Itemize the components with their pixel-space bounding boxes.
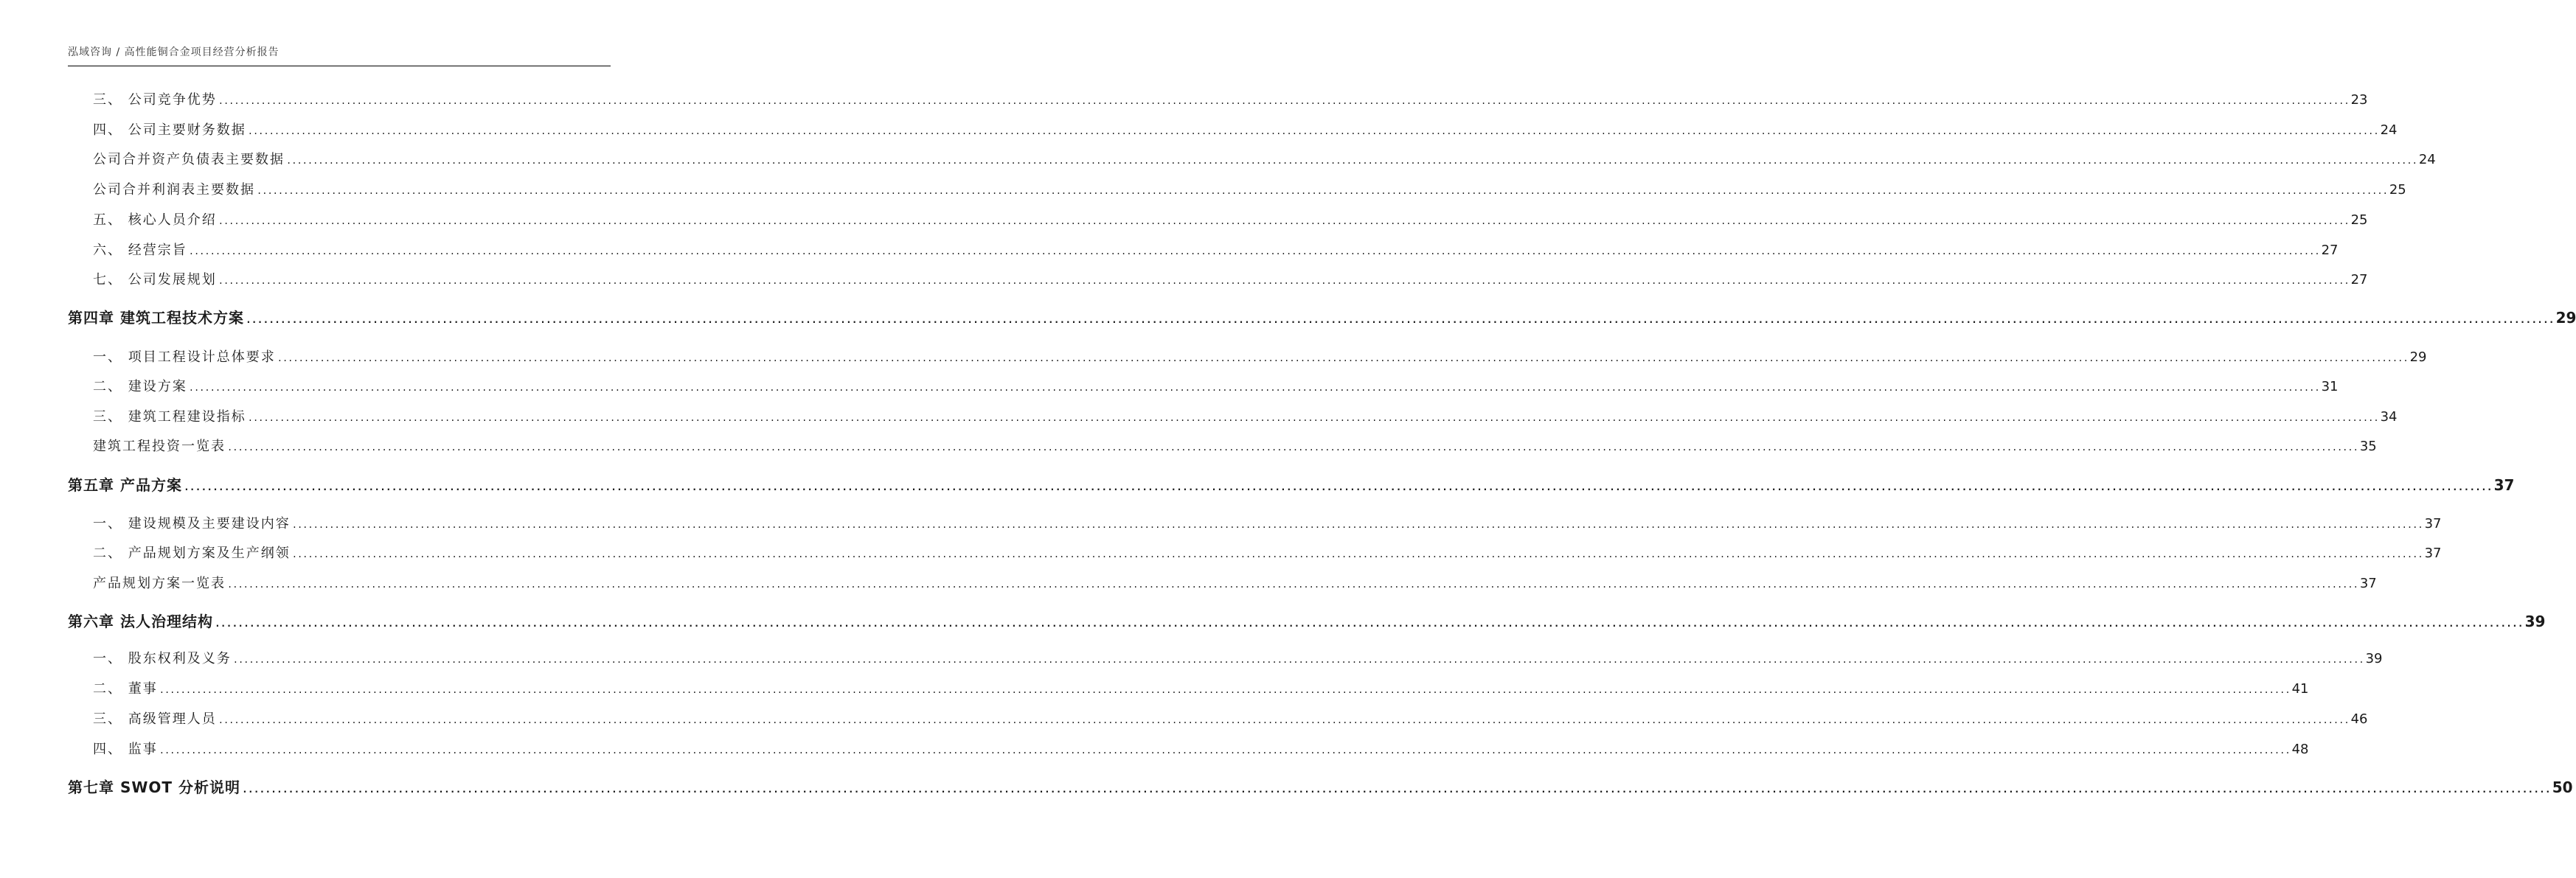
toc-dot-leader: ................................................................................................................................................................................................................................................................................................................................................................................................................: [291, 520, 2423, 530]
toc-section-entry[interactable]: [93, 212, 2368, 229]
toc-dot-leader: ................................................................................................................................................................................................................................................................................................................................................................................................................: [183, 482, 2493, 493]
toc-section-entry[interactable]: [93, 680, 2309, 698]
toc-page-number: 25: [2350, 212, 2368, 228]
toc-section-entry[interactable]: [93, 122, 2398, 139]
toc-chapter-entry[interactable]: [68, 476, 2515, 494]
toc-dot-leader: ................................................................................................................................................................................................................................................................................................................................................................................................................: [227, 579, 2358, 590]
toc-section-entry[interactable]: [93, 650, 2383, 668]
toc-entry-title: 四、 监事: [93, 742, 158, 757]
toc-section-entry[interactable]: [93, 181, 2406, 199]
toc-section-entry[interactable]: [93, 242, 2339, 259]
toc-dot-leader: ................................................................................................................................................................................................................................................................................................................................................................................................................: [257, 186, 2388, 196]
toc-dot-leader: ................................................................................................................................................................................................................................................................................................................................................................................................................: [218, 216, 2350, 226]
toc-page-number: 46: [2350, 711, 2368, 727]
toc-section-entry[interactable]: [93, 378, 2339, 396]
toc-section-entry[interactable]: [93, 711, 2368, 728]
toc-page-number: 27: [2321, 243, 2339, 258]
toc-page-number: 24: [2418, 152, 2436, 167]
toc-entry-title: 第四章 建筑工程技术方案: [68, 309, 244, 327]
toc-chapter-entry[interactable]: [68, 613, 2546, 630]
toc-entry-title: 二、 建设方案: [93, 379, 187, 394]
toc-section-entry[interactable]: [93, 575, 2377, 593]
toc-dot-leader: ................................................................................................................................................................................................................................................................................................................................................................................................................: [277, 353, 2409, 363]
toc-page-number: 37: [2424, 546, 2442, 561]
toc-dot-leader: ................................................................................................................................................................................................................................................................................................................................................................................................................: [247, 126, 2379, 136]
toc-entry-title: 第五章 产品方案: [68, 476, 182, 494]
toc-entry-title: 三、 高级管理人员: [93, 711, 217, 727]
toc-page-number: 23: [2350, 92, 2368, 108]
toc-dot-leader: ................................................................................................................................................................................................................................................................................................................................................................................................................: [232, 655, 2364, 665]
running-header: 泓域咨询 / 高性能铜合金项目经营分析报告: [68, 46, 280, 58]
toc-page-number: 50: [2552, 778, 2573, 796]
toc-entry-title: 公司合并利润表主要数据: [93, 182, 255, 198]
toc-entry-title: 七、 公司发展规划: [93, 272, 217, 288]
toc-dot-leader: ................................................................................................................................................................................................................................................................................................................................................................................................................: [214, 619, 2524, 630]
toc-entry-title: 三、 公司竞争优势: [93, 92, 217, 108]
toc-entry-title: 一、 股东权利及义务: [93, 651, 232, 666]
toc-page-number: 41: [2291, 681, 2309, 697]
toc-section-entry[interactable]: [93, 91, 2368, 109]
toc-dot-leader: ................................................................................................................................................................................................................................................................................................................................................................................................................: [218, 715, 2350, 725]
toc-page-number: 34: [2380, 409, 2398, 425]
toc-section-entry[interactable]: [93, 151, 2436, 169]
toc-section-entry[interactable]: [93, 349, 2427, 366]
toc-page-number: 29: [2555, 309, 2576, 327]
toc-dot-leader: ................................................................................................................................................................................................................................................................................................................................................................................................................: [159, 745, 2291, 756]
toc-section-entry[interactable]: [93, 741, 2309, 759]
toc-chapter-entry[interactable]: [68, 778, 2573, 796]
toc-entry-title: 一、 建设规模及主要建设内容: [93, 516, 291, 532]
toc-dot-leader: ................................................................................................................................................................................................................................................................................................................................................................................................................: [218, 96, 2350, 106]
toc-entry-title: 建筑工程投资一览表: [93, 439, 226, 454]
toc-dot-leader: ................................................................................................................................................................................................................................................................................................................................................................................................................: [218, 276, 2350, 286]
toc-entry-title: 四、 公司主要财务数据: [93, 122, 246, 138]
toc-dot-leader: ................................................................................................................................................................................................................................................................................................................................................................................................................: [286, 156, 2417, 166]
toc-entry-title: 六、 经营宗旨: [93, 243, 187, 258]
toc-page-number: 27: [2350, 272, 2368, 288]
toc-entry-title: 二、 董事: [93, 681, 158, 697]
toc-page-number: 39: [2365, 651, 2383, 666]
toc-section-entry[interactable]: [93, 438, 2377, 456]
toc-dot-leader: ................................................................................................................................................................................................................................................................................................................................................................................................................: [245, 315, 2555, 326]
toc-section-entry[interactable]: [93, 545, 2442, 562]
toc-entry-title: 第六章 法人治理结构: [68, 613, 213, 630]
toc-entry-title: 五、 核心人员介绍: [93, 212, 217, 228]
toc-dot-leader: ................................................................................................................................................................................................................................................................................................................................................................................................................: [227, 442, 2358, 453]
toc-dot-leader: ................................................................................................................................................................................................................................................................................................................................................................................................................: [188, 246, 2320, 257]
toc-chapter-entry[interactable]: [68, 309, 2576, 327]
toc-entry-title: 一、 项目工程设计总体要求: [93, 349, 276, 365]
toc-dot-leader: ................................................................................................................................................................................................................................................................................................................................................................................................................: [159, 685, 2291, 695]
toc-page-number: 48: [2291, 742, 2309, 757]
toc-page-number: 35: [2359, 439, 2377, 454]
toc-section-entry[interactable]: [93, 515, 2442, 533]
toc-page-number: 37: [2493, 476, 2515, 494]
toc-page-number: 31: [2321, 379, 2339, 394]
toc-dot-leader: ................................................................................................................................................................................................................................................................................................................................................................................................................: [242, 784, 2551, 795]
toc-page-number: 29: [2409, 349, 2427, 365]
toc-dot-leader: ................................................................................................................................................................................................................................................................................................................................................................................................................: [291, 549, 2423, 560]
toc-entry-title: 公司合并资产负债表主要数据: [93, 152, 285, 167]
toc-page-number: 24: [2380, 122, 2398, 138]
toc-entry-title: 三、 建筑工程建设指标: [93, 409, 246, 425]
toc-page-number: 39: [2524, 613, 2546, 630]
toc-dot-leader: ................................................................................................................................................................................................................................................................................................................................................................................................................: [247, 413, 2379, 423]
toc-entry-title: 二、 产品规划方案及生产纲领: [93, 546, 291, 561]
toc-entry-title: 第七章 SWOT 分析说明: [68, 778, 241, 796]
toc-dot-leader: ................................................................................................................................................................................................................................................................................................................................................................................................................: [188, 383, 2320, 393]
toc-page-number: 25: [2389, 182, 2406, 198]
toc-section-entry[interactable]: [93, 271, 2368, 289]
toc-page-number: 37: [2424, 516, 2442, 532]
toc-section-entry[interactable]: [93, 408, 2398, 426]
toc-page-number: 37: [2359, 576, 2377, 591]
toc-entry-title: 产品规划方案一览表: [93, 576, 226, 591]
